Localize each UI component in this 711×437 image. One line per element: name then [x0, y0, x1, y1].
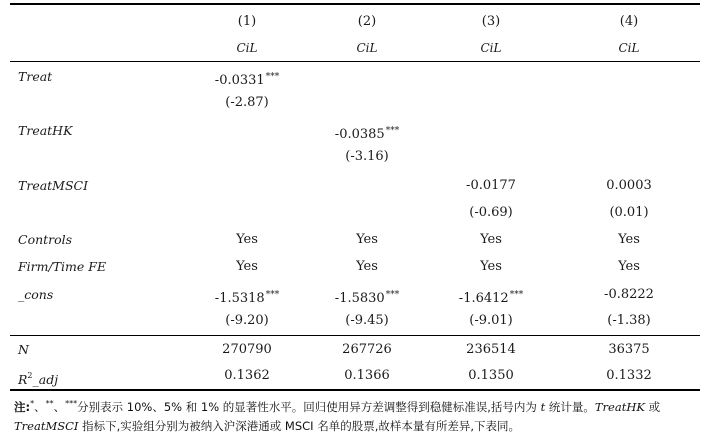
- note-star-2: **: [45, 399, 54, 408]
- note-star-1: *: [30, 399, 35, 408]
- note-text: 指标下,实验组分别为被纳入沪深港通或 MSCI 名单的股票,故样本量有所差异,下表同。: [82, 419, 521, 433]
- fe-indicator: Yes: [480, 259, 502, 274]
- coefficient: [302, 121, 432, 141]
- fe-indicator: Yes: [236, 259, 258, 274]
- observations-value: 270790: [222, 342, 272, 357]
- coefficient-value: -0.0385: [334, 127, 385, 142]
- row-label-treatmsci: TreatMSCI: [18, 178, 89, 193]
- coefficient-value: -0.8222: [604, 287, 654, 302]
- coefficient-value: -0.0331: [214, 73, 265, 88]
- dependent-variable: CiL: [480, 41, 502, 55]
- note-separator: 、: [34, 400, 46, 414]
- note-text: 统计量。: [548, 400, 595, 414]
- coefficient-value: -1.5830: [334, 291, 385, 306]
- body-rule: [10, 335, 700, 336]
- note-text: 分别表示 10%、5% 和 1% 的显著性水平。回归使用异方差调整得到稳健标准误,括号内为: [77, 400, 537, 414]
- controls-indicator: Yes: [618, 232, 640, 247]
- controls-indicator: Yes: [480, 232, 502, 247]
- t-statistic: (-3.16): [345, 149, 389, 164]
- coefficient-value: 0.0003: [606, 178, 652, 193]
- note-text: 或: [648, 400, 661, 414]
- row-label-controls: Controls: [18, 232, 73, 247]
- coefficient: [182, 285, 312, 305]
- controls-indicator: Yes: [356, 232, 378, 247]
- significance-stars: ***: [265, 290, 280, 300]
- t-statistic: (-9.01): [469, 313, 513, 328]
- note-lead: 注:: [14, 400, 31, 414]
- note-treathk: TreatHK: [594, 400, 645, 414]
- significance-stars: ***: [385, 126, 400, 136]
- column-number: (2): [357, 14, 377, 29]
- observations-value: 267726: [342, 342, 392, 357]
- row-label-treat: Treat: [18, 69, 53, 84]
- r2-symbol: R: [18, 372, 28, 387]
- note-t-variable: t: [540, 400, 546, 414]
- note-treatmsci: TreatMSCI: [14, 419, 79, 433]
- table-note: [14, 394, 700, 436]
- row-label-fixed-effects: Firm/Time FE: [18, 259, 107, 274]
- bottom-rule: [10, 389, 700, 391]
- r2-superscript: 2: [27, 371, 33, 380]
- note-separator: 、: [53, 400, 66, 414]
- row-label-observations: N: [18, 342, 29, 357]
- row-label-adjusted-r2: [18, 366, 58, 386]
- dependent-variable: CiL: [236, 41, 258, 55]
- fe-indicator: Yes: [618, 259, 640, 274]
- note-star-3: ***: [65, 399, 78, 408]
- t-statistic: (-2.87): [225, 95, 269, 110]
- significance-stars: ***: [265, 72, 280, 82]
- coefficient: [182, 67, 312, 87]
- fe-indicator: Yes: [356, 259, 378, 274]
- dependent-variable: CiL: [618, 41, 640, 55]
- t-statistic: (0.01): [609, 205, 649, 220]
- significance-stars: ***: [385, 290, 400, 300]
- controls-indicator: Yes: [236, 232, 258, 247]
- t-statistic: (-9.20): [225, 313, 269, 328]
- significance-stars: ***: [509, 290, 524, 300]
- row-label-treathk: TreatHK: [18, 123, 73, 138]
- coefficient-value: -1.5318: [214, 291, 265, 306]
- coefficient-value: -1.6412: [458, 291, 509, 306]
- column-number: (4): [619, 14, 639, 29]
- t-statistic: (-0.69): [469, 205, 513, 220]
- adjusted-r2-value: 0.1366: [344, 368, 390, 383]
- adjusted-r2-value: 0.1350: [468, 368, 514, 383]
- observations-value: 36375: [608, 342, 650, 357]
- t-statistic: (-1.38): [607, 313, 651, 328]
- row-label-constant: _cons: [18, 287, 54, 302]
- t-statistic: (-9.45): [345, 313, 389, 328]
- top-rule: [10, 3, 700, 5]
- column-number: (3): [481, 14, 501, 29]
- coefficient: [302, 285, 432, 305]
- header-rule: [10, 61, 700, 62]
- coefficient: [426, 285, 556, 305]
- dependent-variable: CiL: [356, 41, 378, 55]
- r2-suffix: _adj: [32, 372, 59, 387]
- adjusted-r2-value: 0.1362: [224, 368, 270, 383]
- adjusted-r2-value: 0.1332: [606, 368, 652, 383]
- observations-value: 236514: [466, 342, 516, 357]
- coefficient-value: -0.0177: [466, 178, 516, 193]
- column-number: (1): [237, 14, 257, 29]
